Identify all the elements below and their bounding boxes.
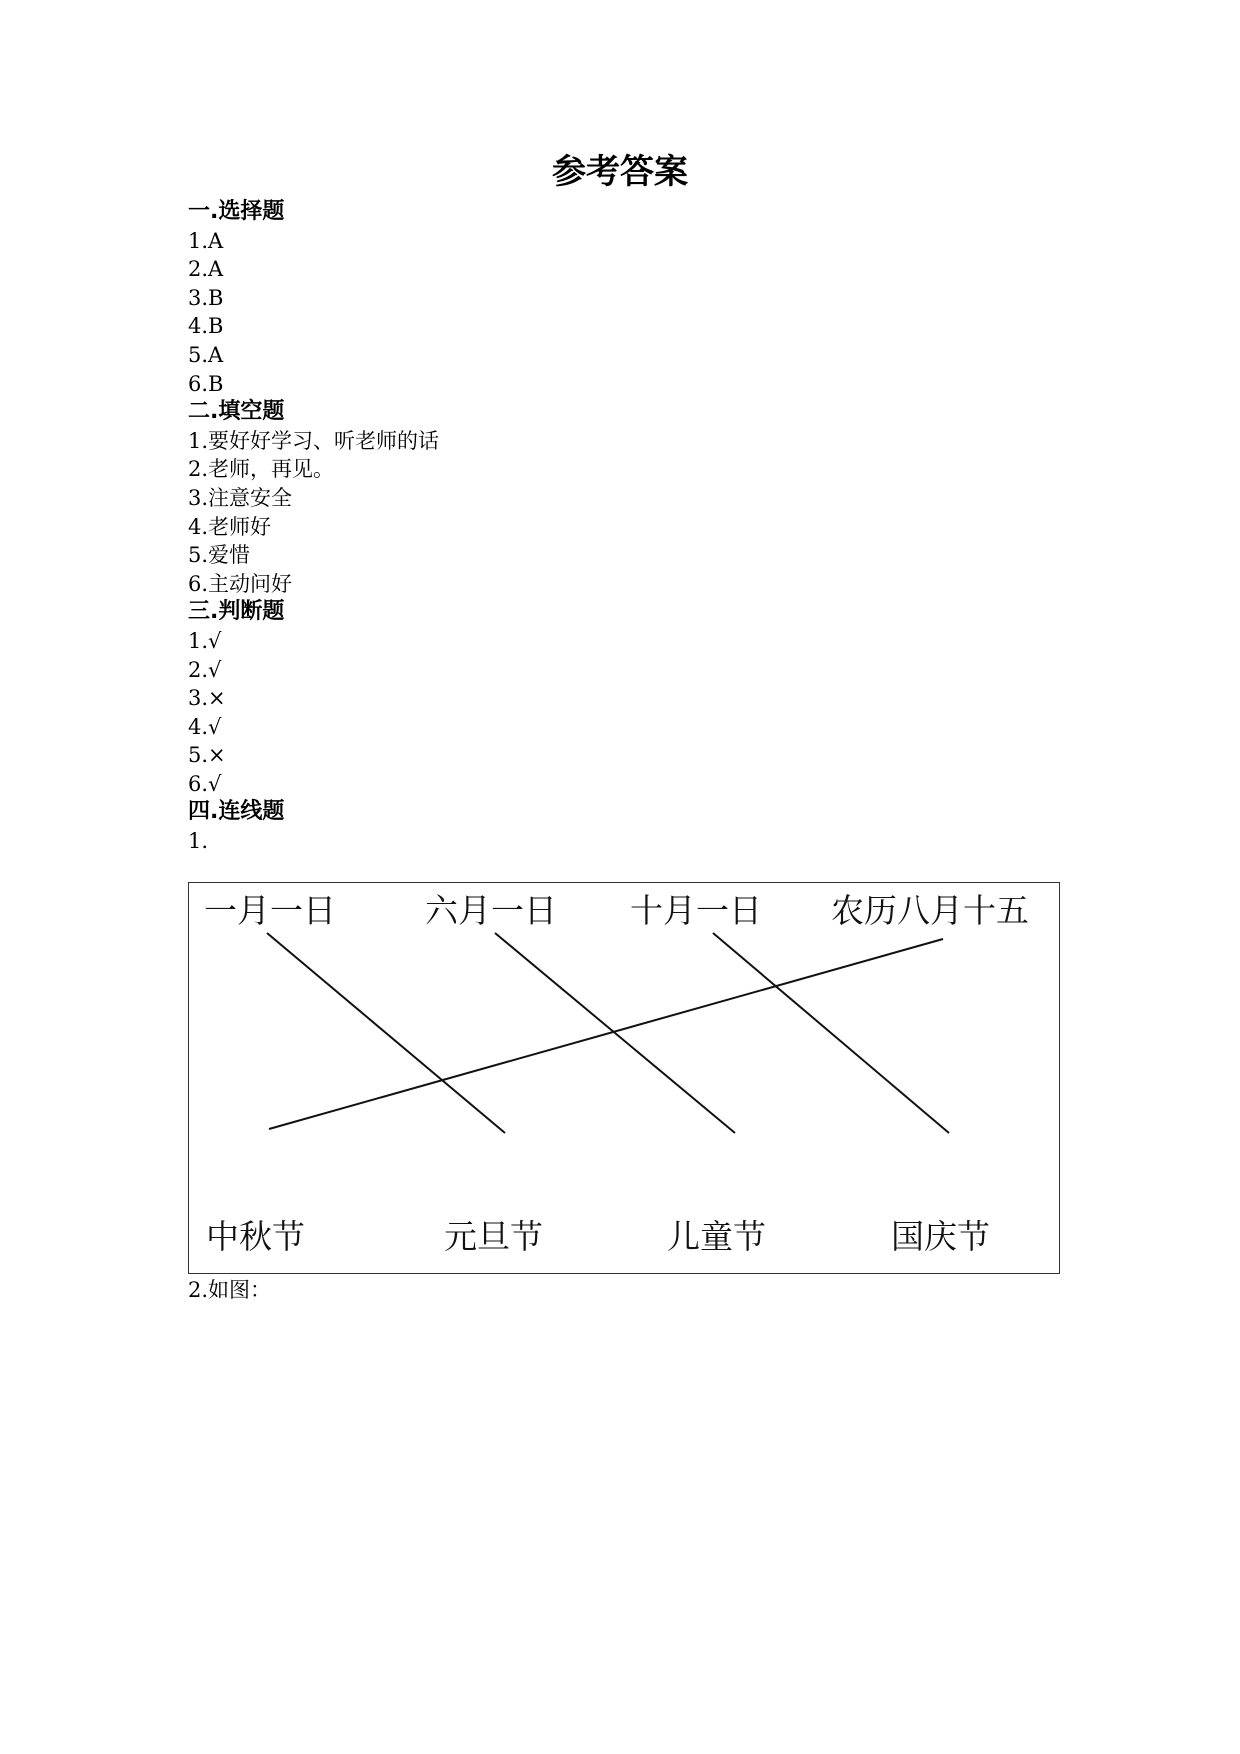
answer-line: 2.如图： <box>188 1277 272 1302</box>
answer-line: 1. <box>188 829 209 854</box>
answer-line: 2.老师，再见。 <box>188 457 335 482</box>
answer-line: 5.A <box>188 342 224 367</box>
match-line <box>269 939 943 1129</box>
answer-line: 3.B <box>188 285 224 310</box>
bottom-label: 儿童节 <box>667 1216 766 1256</box>
answer-line: 6.主动问好 <box>188 571 293 596</box>
section-heading-true-false: 三.判断题 <box>188 599 285 625</box>
answer-line: 6.B <box>188 371 224 396</box>
bottom-label: 元旦节 <box>444 1216 543 1256</box>
answer-line: 4.老师好 <box>188 514 272 539</box>
section-heading-choice: 一.选择题 <box>188 199 285 224</box>
answer-line: 1.要好好学习、听老师的话 <box>188 428 440 453</box>
answer-line: 3.× <box>188 686 226 711</box>
answer-line: 2.A <box>188 257 224 282</box>
matching-figure <box>188 882 1060 1274</box>
top-label: 十月一日 <box>630 890 762 930</box>
answer-line: 3.注意安全 <box>188 485 293 510</box>
bottom-label: 中秋节 <box>206 1216 305 1256</box>
bottom-label: 国庆节 <box>891 1216 990 1256</box>
answer-line: 1.√ <box>188 628 222 653</box>
section-heading-fill-blank: 二.填空题 <box>188 399 285 425</box>
answer-content <box>188 198 1088 1304</box>
match-line <box>713 933 949 1133</box>
answer-line: 4.B <box>188 314 224 339</box>
page-title: 参考答案 <box>552 152 688 192</box>
top-label: 农历八月十五 <box>831 890 1029 930</box>
answer-line: 6.√ <box>188 771 222 796</box>
top-label: 六月一日 <box>425 890 557 930</box>
match-line <box>495 933 735 1133</box>
answer-line: 5.爱惜 <box>188 543 251 568</box>
matching-lines-svg <box>189 883 1059 1273</box>
answer-line: 2.√ <box>188 657 222 682</box>
answer-line: 1.A <box>188 228 224 253</box>
match-line <box>267 933 505 1133</box>
answer-line: 5.× <box>188 743 226 768</box>
section-heading-matching: 四.连线题 <box>188 799 285 825</box>
answer-line: 4.√ <box>188 714 222 739</box>
top-label: 一月一日 <box>204 890 336 930</box>
